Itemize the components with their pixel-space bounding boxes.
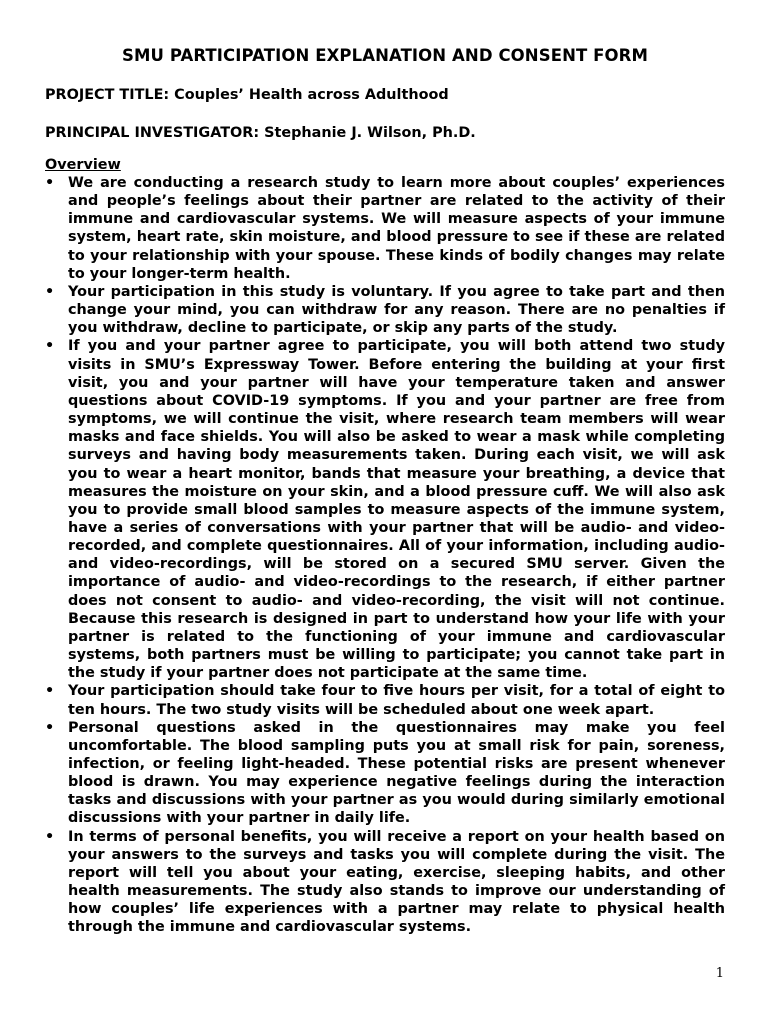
bullet-icon: • [45,175,55,191]
overview-item-text: Your participation should take four to five hours per visit, for a total of eight to ten hours. The two study visits will be scheduled about one week apart. [68,683,725,718]
bullet-icon: • [45,283,55,300]
overview-item [45,682,725,718]
document-title: SMU PARTICIPATION EXPLANATION AND CONSENT FORM [121,46,649,65]
principal-investigator: PRINCIPAL INVESTIGATOR: Stephanie J. Wilson, Ph.D. [45,125,476,141]
page-number: 1 [715,966,724,981]
overview-list [45,174,725,937]
overview-item [45,174,725,283]
bullet-icon: • [45,338,55,355]
overview-item [45,828,725,937]
bullet-icon: • [45,719,55,736]
overview-heading: Overview [45,157,121,173]
overview-item [45,719,725,828]
bullet-icon: • [45,683,55,700]
project-title: PROJECT TITLE: Couples’ Health across Adulthood [45,87,449,103]
overview-item-text: Personal questions asked in the questionnaires may make you feel uncomfortable. The blood sampling puts you at small risk for pain, soreness, infection, or feeling light-headed. These potential risks are present whenever blood is drawn. You may experience negative feelings during the interaction tasks and discussions with your partner as you would during similarly emotional discussions with your partner in daily life. [68,719,725,827]
overview-item-text: If you and your partner agree to participate, you will both attend two study visits in SMU’s Expressway Tower. Before entering the building at your first visit, you and your partner will have your temperature taken and answer questions about COVID-19 symptoms. If you and your partner are free from symptoms, we will continue the visit, where research team members will wear masks and face shields. You will also be asked to wear a mask while completing surveys and having body measurements taken. During each visit, we will ask you to wear a heart monitor, bands that measure your breathing, a device that measures the moisture on your skin, and a blood pressure cuff. We will also ask you to provide small blood samples to measure aspects of the immune system, have a series of conversations with your partner that will be audio- and video-recorded, and complete questionnaires. All of your information, including audio- and video-recordings, will be stored on a secured SMU server. Given the importance of audio- and video-recordings to the research, if either partner does not consent to audio- and video-recording, the visit will not continue. Because this research is designed in part to understand how your life with your partner is related to the functioning of your immune and cardiovascular systems, both partners must be willing to participate; you cannot take part in the study if your partner does not participate at the same time. [68,338,725,682]
bullet-icon: • [45,828,55,845]
overview-item [45,283,725,337]
overview-item-text: We are conducting a research study to learn more about couples’ experiences and people’s feelings about their partner are related to the activity of their immune and cardiovascular systems. We will measure aspects of your immune system, heart rate, skin moisture, and blood pressure to see if these are related to your relationship with your spouse. These kinds of bodily changes may relate to your longer-term health. [68,175,725,282]
overview-item-text: Your participation in this study is voluntary. If you agree to take part and then change your mind, you can withdraw for any reason. There are no penalties if you withdraw, decline to participate, or skip any parts of the study. [68,283,725,337]
overview-item [45,337,725,682]
overview-item-text: In terms of personal benefits, you will receive a report on your health based on your answers to the surveys and tasks you will complete during the visit. The report will tell you about your eating, exercise, sleeping habits, and other health measurements. The study also stands to improve our understanding of how couples’ life experiences with a partner may relate to physical health through the immune and cardiovascular systems. [68,828,725,936]
document-page [45,44,725,937]
